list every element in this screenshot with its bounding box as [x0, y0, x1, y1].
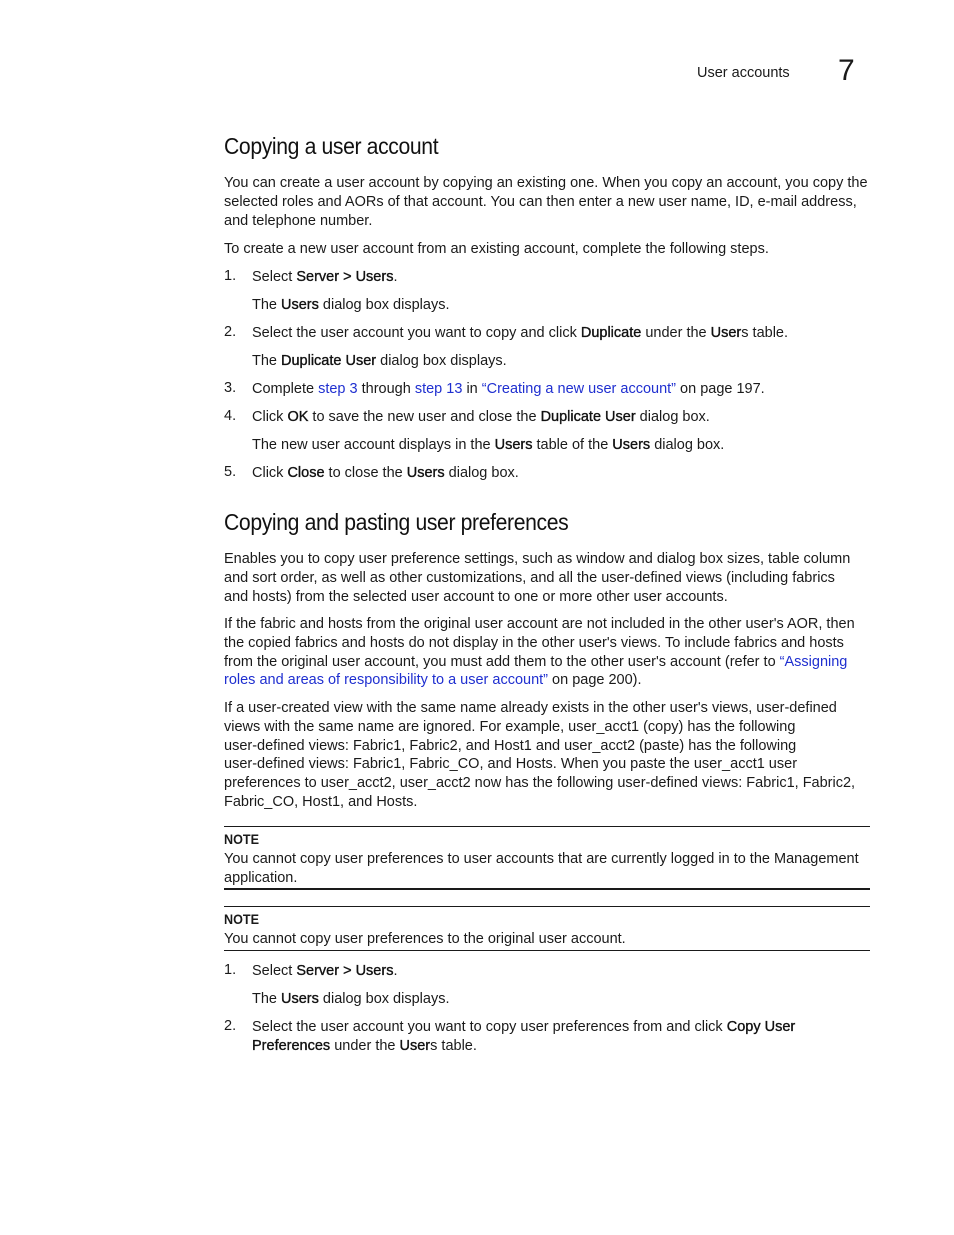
para-line: Enables you to copy user preference settings, such as window and dialog box sizes, table column	[224, 551, 851, 567]
text: on page 200).	[548, 672, 642, 689]
note-top-rule	[224, 906, 870, 907]
section1-lead: To create a new user account from an existing account, complete the following steps.	[224, 241, 769, 257]
ui-term: Close	[287, 465, 325, 481]
step-4-result	[252, 436, 872, 455]
ui-term: Duplicate	[580, 325, 642, 341]
text: s table.	[430, 1037, 477, 1054]
text: Select	[252, 963, 297, 979]
text: dialog box.	[444, 465, 519, 481]
section1-intro	[224, 174, 872, 230]
line	[252, 1018, 872, 1037]
ui-term: Users	[494, 437, 533, 453]
chapter-number: 7	[838, 54, 855, 87]
text: to save the new user and close the	[308, 409, 541, 425]
para-line: If the fabric and hosts from the original user account are not included in the other user's AOR, then	[224, 616, 855, 632]
text: dialog box displays.	[318, 297, 450, 313]
note-1	[224, 830, 872, 887]
text: Click	[252, 409, 288, 425]
note-line: You cannot copy user preferences to the original user account.	[224, 930, 626, 947]
menu-path: Server > Users	[296, 269, 394, 285]
section2-para-2	[224, 615, 872, 690]
ui-term: Users	[281, 297, 319, 313]
text: Select	[252, 269, 297, 285]
text: s table.	[741, 325, 789, 341]
text: dialog box.	[635, 409, 710, 425]
text: The	[252, 297, 282, 313]
para-line	[224, 653, 872, 672]
link-step-13[interactable]: step 13	[414, 381, 463, 397]
ui-term: Users	[406, 465, 445, 481]
step-5-text	[252, 464, 872, 483]
note-label: NOTE	[224, 911, 260, 927]
note-line: You cannot copy user preferences to user accounts that are currently logged in to the Management	[224, 850, 859, 867]
ui-term: Copy User	[726, 1019, 796, 1035]
para-line: user-defined views: Fabric1, Fabric2, and Host1 and user_acct2 (paste) has the following	[224, 737, 797, 754]
para-line: preferences to user_acct2, user_acct2 now has the following user-defined views: Fabric1, Fabric2,	[224, 775, 856, 792]
note-line: application.	[224, 869, 298, 886]
note-bottom-rule	[224, 888, 870, 890]
text: Select the user account you want to copy and click	[252, 325, 581, 341]
ui-term: Duplicate User	[281, 353, 377, 369]
para-line: user-defined views: Fabric1, Fabric_CO, and Hosts. When you paste the user_acct1 user	[224, 756, 798, 773]
note-label: NOTE	[224, 831, 260, 847]
text: dialog box.	[650, 437, 725, 453]
menu-path: Server > Users	[296, 963, 394, 979]
step-4-text	[252, 408, 872, 427]
s2-step-1-text	[252, 962, 872, 981]
section-title-copying-user-account: Copying a user account	[224, 133, 439, 159]
section-title-copying-pasting-preferences: Copying and pasting user preferences	[224, 509, 569, 535]
intro-line: and telephone number.	[224, 212, 373, 229]
running-header-section: User accounts	[697, 65, 790, 81]
text: to close the	[324, 465, 407, 481]
step-2-text	[252, 324, 872, 343]
text: table of the	[532, 437, 613, 453]
link-assigning-roles-cont[interactable]: roles and areas of responsibility to a user account”	[224, 672, 549, 689]
note-top-rule	[224, 826, 870, 827]
ui-term: Duplicate User	[540, 409, 636, 425]
text: in	[462, 381, 482, 397]
para-line: the copied fabrics and hosts do not display in the other user's views. To include fabrics and hosts	[224, 634, 844, 651]
text: .	[393, 269, 398, 285]
text: Click	[252, 465, 288, 481]
note-bottom-rule	[224, 950, 870, 951]
step-number: 4.	[224, 408, 237, 424]
step-number: 1.	[224, 268, 237, 284]
ui-term: Users	[612, 437, 651, 453]
note-2	[224, 910, 872, 949]
step-1-text	[252, 268, 872, 287]
step-number: 3.	[224, 380, 237, 396]
text: on page 197.	[676, 381, 765, 397]
line	[252, 1037, 872, 1056]
text: Select the user account you want to copy user preferences from and click	[252, 1019, 727, 1035]
intro-line: You can create a user account by copying an existing one. When you copy an account, you copy the	[224, 175, 868, 191]
para-line	[224, 671, 872, 690]
text: The	[252, 353, 282, 369]
step-3-text	[252, 380, 872, 399]
text: from the original user account, you must add them to the other user's account (refer to	[224, 653, 780, 670]
section2-para-1	[224, 550, 872, 606]
ui-term: Preferences	[252, 1037, 331, 1054]
ui-term: User	[710, 325, 742, 341]
link-creating-new-user-account[interactable]: “Creating a new user account”	[481, 381, 677, 397]
step-1-result	[252, 296, 872, 315]
s2-step-1-result	[252, 990, 872, 1009]
text: under the	[330, 1037, 400, 1054]
text: The new user account displays in the	[252, 437, 495, 453]
intro-line: selected roles and AORs of that account. You can then enter a new user name, ID, e-mail address,	[224, 193, 857, 210]
step-number: 2.	[224, 324, 237, 340]
step-number: 2.	[224, 1018, 237, 1034]
text: dialog box displays.	[376, 353, 507, 369]
text: through	[357, 381, 415, 397]
text: under the	[641, 325, 711, 341]
para-line: If a user-created view with the same name already exists in the other user's views, user-defined	[224, 700, 837, 716]
text: Complete	[252, 381, 319, 397]
step-number: 5.	[224, 464, 237, 480]
para-line: views with the same name are ignored. For example, user_acct1 (copy) has the following	[224, 718, 796, 735]
section2-para-3	[224, 699, 872, 812]
para-line: and hosts) from the selected user account to one or more other user accounts.	[224, 588, 728, 605]
text: The	[252, 991, 282, 1007]
link-step-3[interactable]: step 3	[318, 381, 358, 397]
link-assigning-roles[interactable]: “Assigning	[779, 653, 848, 670]
s2-step-2-text	[252, 1018, 872, 1056]
step-number: 1.	[224, 962, 237, 978]
ui-term: User	[399, 1037, 431, 1054]
text: .	[393, 963, 398, 979]
step-2-result	[252, 352, 872, 371]
ui-term: Users	[281, 991, 319, 1007]
para-line: Fabric_CO, Host1, and Hosts.	[224, 793, 418, 810]
ui-term: OK	[287, 409, 309, 425]
para-line: and sort order, as well as other customizations, and all the user-defined views (including fabrics	[224, 569, 835, 586]
text: dialog box displays.	[318, 991, 450, 1007]
